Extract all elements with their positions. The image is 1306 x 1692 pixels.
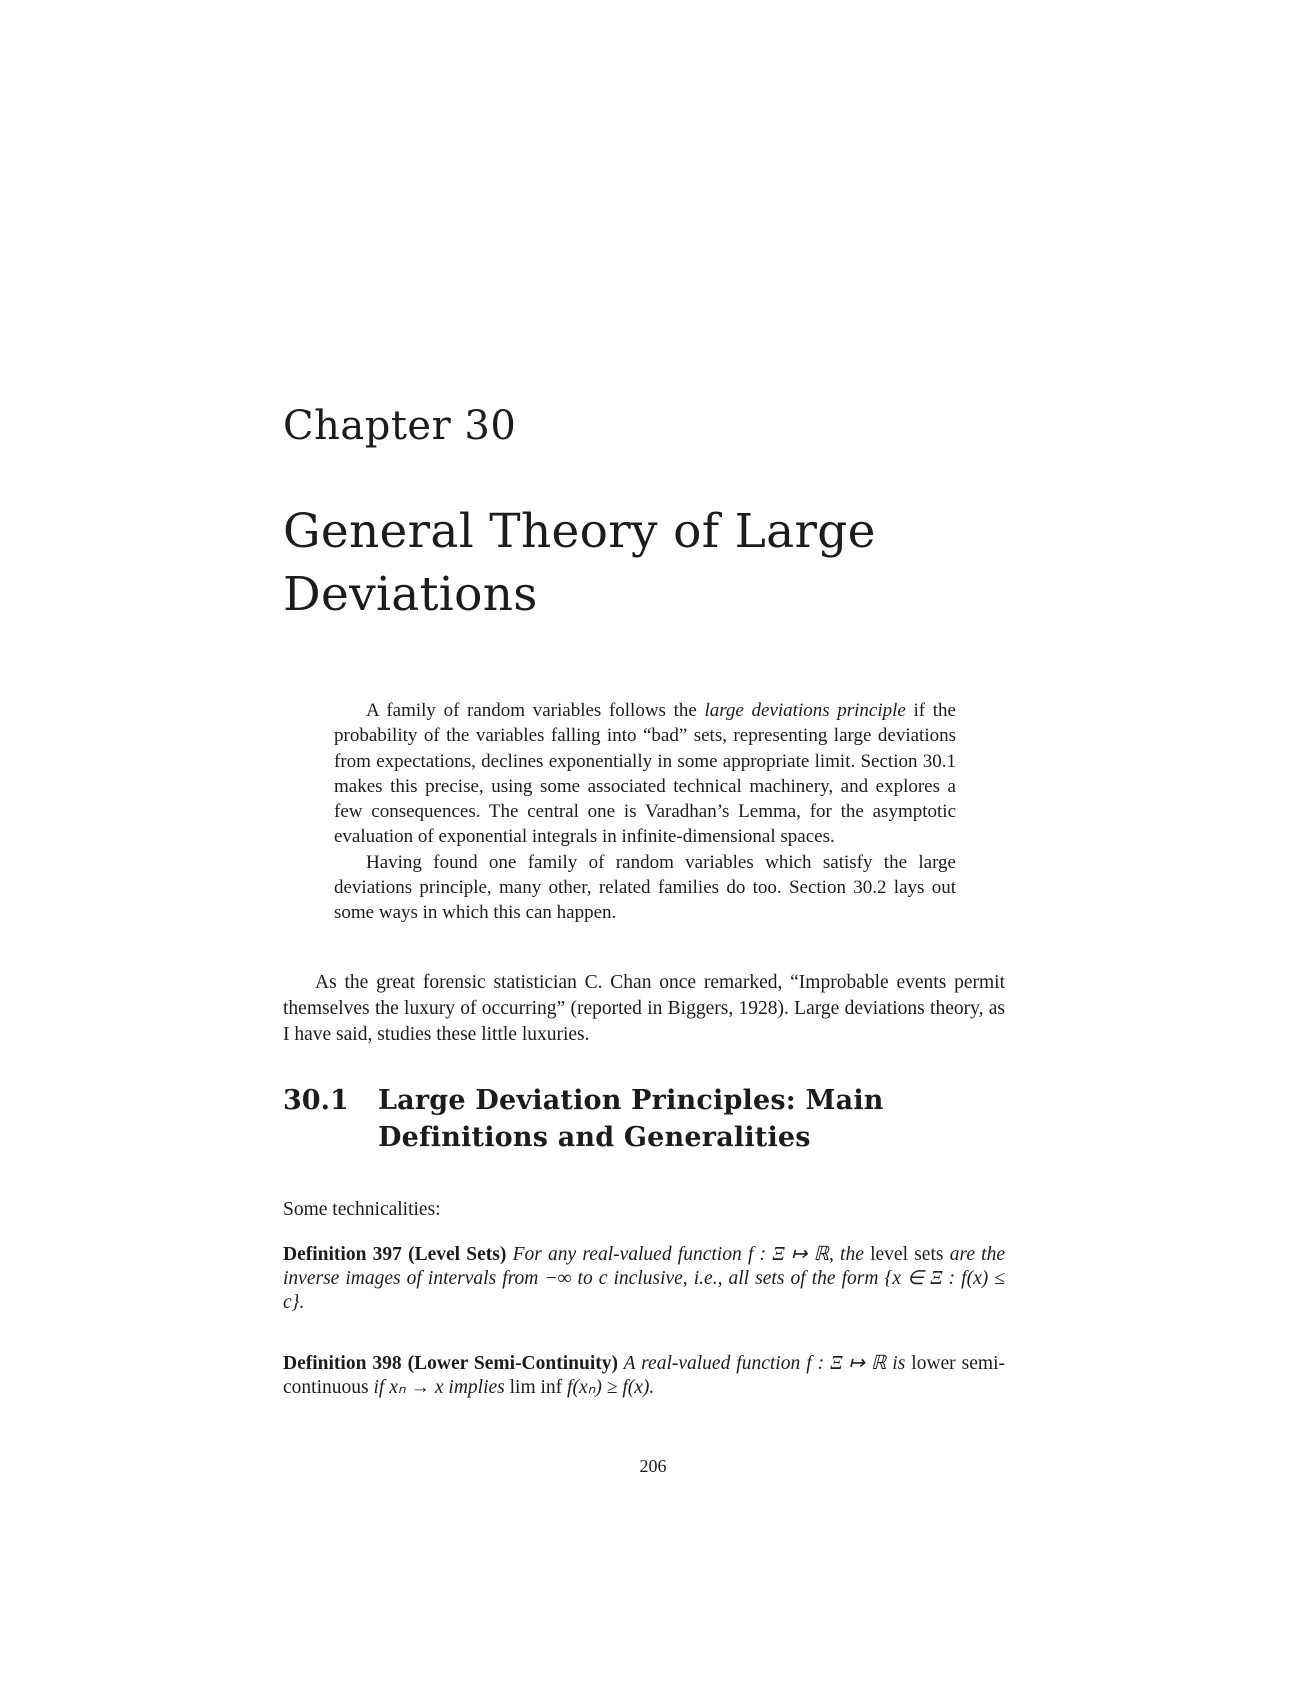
technicalities-line: Some technicalities: <box>283 1199 441 1220</box>
page-number: 206 <box>639 1456 667 1476</box>
definition-398: Definition 398 (Lower Semi-Continuity) A real-valued function f : Ξ ↦ ℝ is lower semi-continuous if xₙ → x implies lim inf f(xₙ) ≥ f(x). <box>283 1353 1005 1398</box>
math-neg-infinity: −∞ <box>544 1268 572 1289</box>
term-large-deviations-principle: large deviations principle <box>704 700 906 721</box>
math-convergence: xₙ → x <box>389 1377 444 1398</box>
math-function-map: f : Ξ ↦ ℝ <box>806 1353 887 1374</box>
term-lower-semi-continuous: lower semi-continuous <box>283 1353 1005 1398</box>
math-liminf: lim inf <box>509 1377 568 1398</box>
chapter-number: Chapter 30 <box>283 403 517 449</box>
section-heading <box>283 1082 1005 1156</box>
term-level-sets: level sets <box>870 1244 944 1265</box>
section-title: Large Deviation Principles: Main Definitions and Generalities <box>378 1085 884 1153</box>
abstract-paragraph-2: Having found one family of random variables which satisfy the large deviations principle, many other, related families do too. Section 30.2 lays out some ways in which this can happen. <box>334 851 956 924</box>
intro-paragraph: As the great forensic statistician C. Chan once remarked, “Improbable events permit themselves the luxury of occurring” (reported in Biggers, 1928). Large deviations theory, as I have said, studies these little luxuries. <box>283 972 1005 1045</box>
math-inequality: f(xₙ) ≥ f(x) <box>567 1377 650 1398</box>
math-c: c <box>598 1268 608 1289</box>
chapter-title <box>283 500 1043 626</box>
chapter-title-line-1: General Theory of Large <box>283 504 876 559</box>
definition-398-heading: Definition 398 (Lower Semi-Continuity) <box>283 1353 618 1374</box>
math-level-set: {x ∈ Ξ : f(x) ≤ c} <box>283 1268 1006 1313</box>
section-number: 30.1 <box>283 1085 349 1116</box>
definition-397: Definition 397 (Level Sets) For any real-valued function f : Ξ ↦ ℝ, the level sets are the inverse images of intervals from −∞ to c inclusive, i.e., all sets of the form {x ∈ Ξ : f(x) ≤ c}. <box>283 1244 1006 1313</box>
definition-397-heading: Definition 397 (Level Sets) <box>283 1244 507 1265</box>
chapter-title-line-2: Deviations <box>283 567 538 622</box>
chapter-abstract <box>334 698 956 926</box>
abstract-paragraph-1: A family of random variables follows the large deviations principle if the probability of the variables falling into “bad” sets, representing large deviations from expectations, declines exponentially in some appropriate limit. Section 30.1 makes this precise, using some associated technical machinery, and explores a few consequences. The central one is Varadhan’s Lemma, for the asymptotic evaluation of exponential integrals in infinite-dimensional spaces. <box>334 700 956 848</box>
math-function-map: f : Ξ ↦ ℝ <box>747 1244 829 1265</box>
